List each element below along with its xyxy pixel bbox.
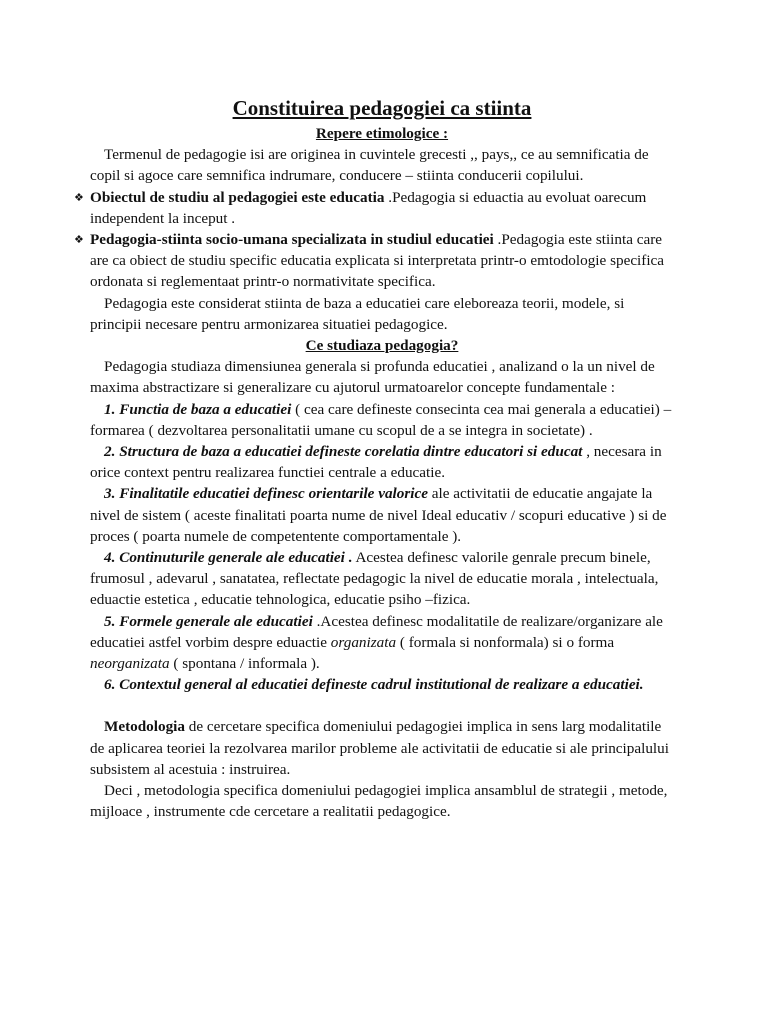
item-text: ( formala si nonformala) si o forma: [396, 633, 615, 651]
diamond-bullet-icon: ❖: [74, 233, 84, 247]
metodologia-term: Metodologia: [104, 718, 185, 736]
numbered-item: [90, 674, 674, 695]
numbered-item: [90, 547, 674, 611]
final-paragraph: Deci , metodologia specifica domeniului pedagogiei implica ansamblul de strategii , metode, mijloace , instrumente cde cercetare a realitatii pedagogice.: [90, 782, 668, 821]
numbered-item: [90, 611, 674, 675]
section-heading-etymology: Repere etimologice :: [315, 125, 449, 142]
item-text: , necesara in orice context pentru realizarea functiei centrale a educatie.: [90, 443, 662, 482]
item-text: ( spontana / informala ).: [169, 655, 320, 673]
document-body: [74, 95, 674, 823]
metodologia-paragraph: [90, 716, 674, 780]
item-title: 3. Finalitatile educatiei definesc orientarile valorice: [104, 485, 428, 503]
bullet-bold-text: Obiectul de studiu al pedagogiei este educatia: [90, 188, 385, 206]
item-text: .Acestea definesc modalitatile de realizare/organizare ale educatiei astfel vorbim despre eduactie: [90, 612, 663, 651]
item-title: 2. Structura de baza a educatiei defineste corelatia dintre educatori si educat: [104, 443, 583, 461]
diamond-bullet-icon: ❖: [74, 190, 84, 204]
item-italic-term: neorganizata: [90, 655, 170, 673]
paragraph: Pedagogia studiaza dimensiunea generala si profunda educatiei , analizand o la un nivel de maxima abstractizare si generalizare cu ajutorul urmatoarelor concepte fundamentale :: [90, 358, 655, 397]
item-title: 5. Formele generale ale educatiei: [104, 612, 313, 630]
paragraph: Pedagogia este considerat stiinta de baza a educatiei care eleboreaza teorii, modele, si principii necesare pentru armonizarea situatiei pedagogice.: [90, 294, 625, 333]
numbered-item: [90, 483, 674, 547]
bullet-bold-text: Pedagogia-stiinta socio-umana specializata in studiul educatiei: [90, 231, 494, 249]
item-title: 4. Continuturile generale ale educatiei .: [104, 549, 353, 567]
section-heading-study: Ce studiaza pedagogia?: [305, 337, 459, 355]
paragraph-gap: [90, 695, 674, 716]
item-text: ale activitatii de educatie angajate la nivel de sistem ( aceste finalitati poarta nume de nivel Ideal educativ / scopuri educative ) si de proces ( poarta numele de competentente comportamentale ).: [90, 485, 667, 545]
item-text: ( cea care defineste consecinta cea mai generala a educatiei) – formarea ( dezvoltarea personalitatii umane cu scopul de a se integra in societate) .: [90, 400, 672, 439]
bullet-text: .Pedagogia si eduactia au evoluat oarecum independent la inceput .: [90, 188, 647, 227]
bullet-text: .Pedagogia este stiinta care are ca obiect de studiu specific educatia explicata si interpretata printr-o emtodologie specifica ordonata si reglementaat printr-o normativitate specifica.: [90, 231, 665, 291]
bullet-item: [74, 229, 674, 293]
document-title: Constituirea pedagogiei ca stiinta: [232, 96, 532, 120]
bullet-item: [74, 187, 674, 229]
numbered-item: [90, 441, 674, 483]
item-text: Acestea definesc valorile genrale precum binele, frumosul , adevarul , sanatatea, reflectate pedagogic la nivel de educatie morala , intelectuala, eduactie estetica , educatie tehnologica, educatie psiho –fizica.: [90, 549, 659, 609]
item-title: 1. Functia de baza a educatiei: [104, 400, 292, 418]
item-title: 6. Contextul general al educatiei defineste cadrul institutional de realizare a educatiei.: [104, 676, 644, 694]
intro-paragraph: Termenul de pedagogie isi are originea in cuvintele grecesti ,, pays,, ce au semnificatia de copil si agoce care semnifica indrumare, conducere – stiinta conducerii copilului.: [90, 146, 649, 185]
item-italic-term: organizata: [330, 633, 397, 651]
metodologia-text: de cercetare specifica domeniului pedagogiei implica in sens larg modalitatile de aplicarea teoriei la rezolvarea marilor probleme ale activitatii de educatie si ale principalului subsistem al acestuia : instruirea.: [90, 718, 669, 778]
numbered-item: [90, 399, 674, 441]
